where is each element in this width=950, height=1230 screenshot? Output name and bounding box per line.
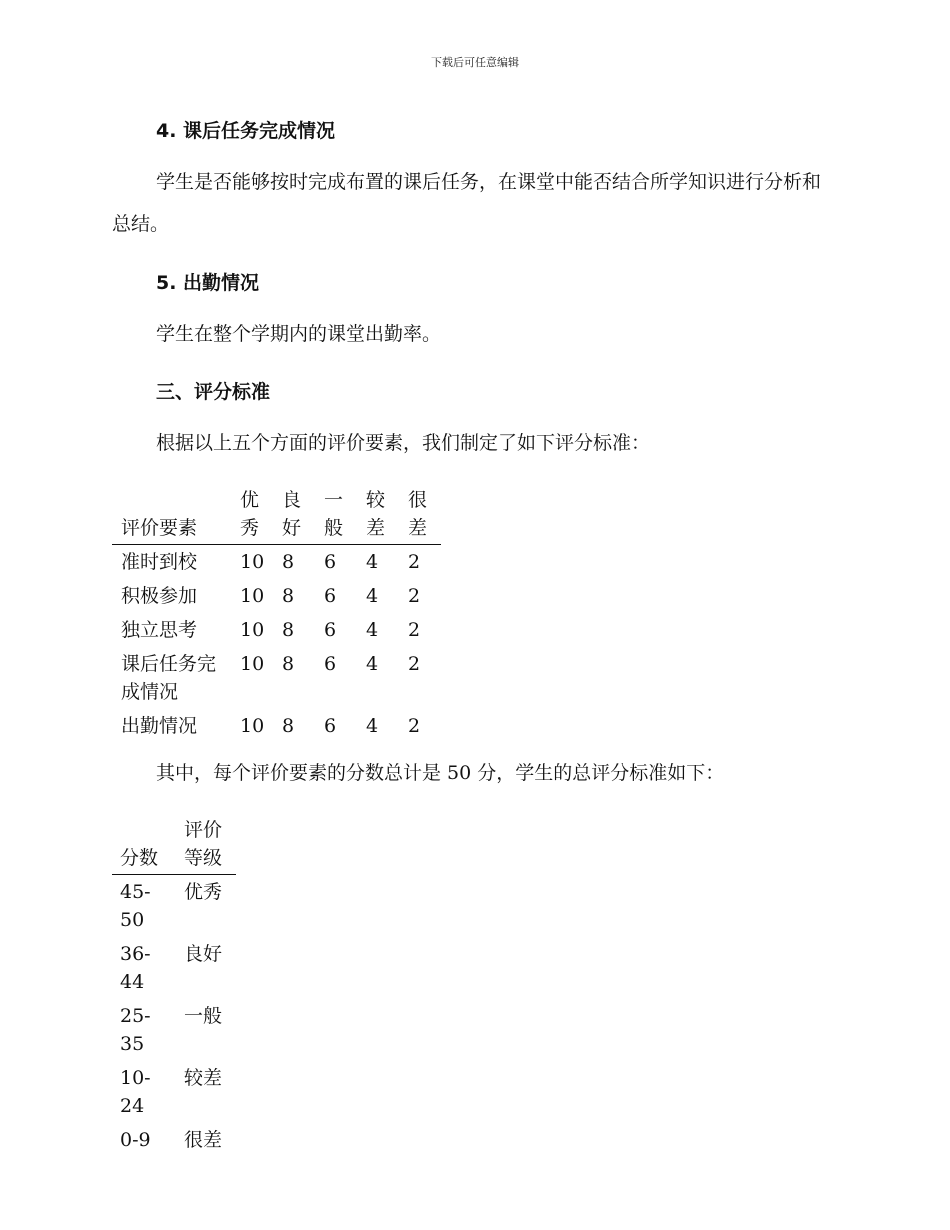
cell: 6 [324, 715, 337, 737]
header-score: 分数 [120, 847, 159, 869]
cell: 6 [324, 551, 337, 573]
header-grade: 评价等级 [184, 819, 223, 869]
cell: 独立思考 [121, 619, 198, 641]
cell: 6 [324, 653, 337, 675]
table-row [112, 647, 441, 709]
cell: 4 [366, 653, 379, 675]
cell: 一般 [184, 1005, 223, 1027]
header-element: 评价要素 [121, 517, 198, 539]
cell: 8 [282, 715, 295, 737]
section-4-heading: 4. 课后任务完成情况 [156, 120, 336, 142]
cell: 10 [240, 619, 265, 641]
header-average: 一般 [324, 489, 344, 539]
header-good: 良好 [282, 489, 302, 539]
header-very-poor: 很差 [408, 489, 428, 539]
cell: 0-9 [120, 1129, 151, 1151]
cell: 2 [408, 715, 421, 737]
section-3-heading: 三、评分标准 [156, 381, 271, 403]
cell: 8 [282, 619, 295, 641]
grade-scale-table [112, 816, 236, 1157]
cell: 4 [366, 585, 379, 607]
cell: 2 [408, 585, 421, 607]
cell: 10 [240, 551, 265, 573]
cell: 2 [408, 619, 421, 641]
cell: 10-24 [120, 1067, 151, 1117]
cell: 6 [324, 619, 337, 641]
table-row [112, 1061, 236, 1123]
cell: 很差 [184, 1129, 223, 1151]
table-row [112, 709, 441, 743]
table-row [112, 579, 441, 613]
cell: 45-50 [120, 881, 151, 931]
cell: 4 [366, 551, 379, 573]
section-5-body: 学生在整个学期内的课堂出勤率。 [156, 323, 442, 345]
cell: 10 [240, 585, 265, 607]
cell: 36-44 [120, 943, 151, 993]
table-row [112, 1123, 236, 1157]
cell: 出勤情况 [121, 715, 198, 737]
cell: 10 [240, 715, 265, 737]
section-5-heading: 5. 出勤情况 [156, 272, 260, 294]
table-row [112, 999, 236, 1061]
cell: 4 [366, 715, 379, 737]
cell: 课后任务完成情况 [121, 653, 217, 703]
cell: 10 [240, 653, 265, 675]
table-row [112, 613, 441, 647]
cell: 优秀 [184, 881, 223, 903]
header-excellent: 优秀 [240, 489, 260, 539]
cell: 准时到校 [121, 551, 198, 573]
cell: 2 [408, 653, 421, 675]
page-header: 下载后可任意编辑 [431, 56, 519, 69]
cell: 6 [324, 585, 337, 607]
cell: 4 [366, 619, 379, 641]
table-row [112, 545, 441, 580]
table-row [112, 937, 236, 999]
header-poor: 较差 [366, 489, 386, 539]
cell: 较差 [184, 1067, 223, 1089]
table-header-row [112, 486, 441, 545]
scoring-intro: 根据以上五个方面的评价要素，我们制定了如下评分标准： [156, 432, 651, 454]
section-4-body: 学生是否能够按时完成布置的课后任务，在课堂中能否结合所学知识进行分析和总结。 [112, 171, 822, 235]
cell: 良好 [184, 943, 223, 965]
cell: 25-35 [120, 1005, 151, 1055]
cell: 2 [408, 551, 421, 573]
cell: 8 [282, 585, 295, 607]
cell: 8 [282, 551, 295, 573]
scoring-criteria-table [112, 486, 441, 743]
cell: 积极参加 [121, 585, 198, 607]
table-header-row [112, 816, 236, 875]
total-score-text: 其中，每个评价要素的分数总计是 50 分，学生的总评分标准如下： [156, 762, 725, 784]
cell: 8 [282, 653, 295, 675]
table-row [112, 875, 236, 938]
